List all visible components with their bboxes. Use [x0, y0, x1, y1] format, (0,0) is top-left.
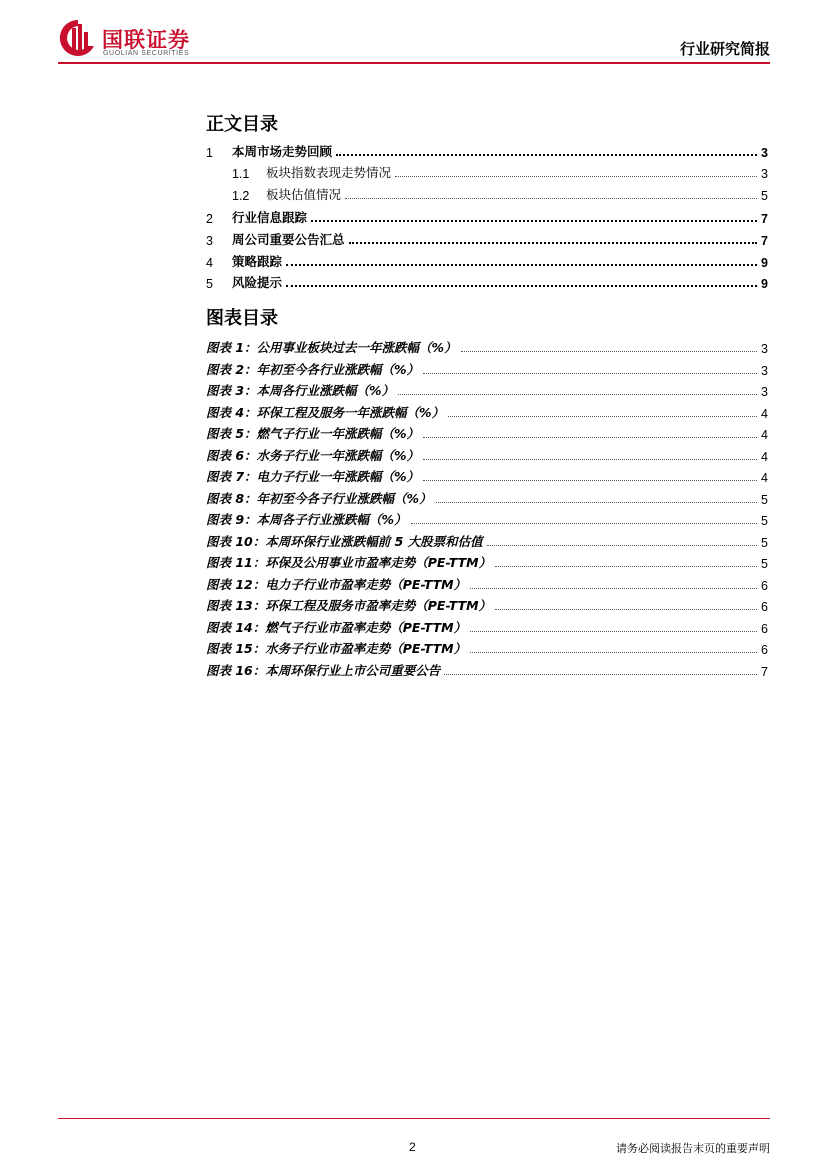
- toc-number: 1: [206, 146, 213, 160]
- report-type: 行业研究简报: [679, 40, 770, 58]
- header-divider: [58, 62, 770, 64]
- figure-page: 7: [761, 664, 768, 679]
- toc-label: 策略跟踪: [232, 254, 283, 269]
- figure-leader: [448, 416, 757, 417]
- figure-entry[interactable]: [206, 446, 768, 464]
- figure-entry[interactable]: [206, 532, 768, 550]
- toc-leader: [349, 242, 758, 244]
- toc-title: 正文目录: [206, 114, 278, 135]
- figure-page: 5: [761, 514, 768, 528]
- figure-page: 5: [761, 557, 768, 571]
- toc-label: 本周市场走势回顾: [232, 144, 333, 159]
- figure-label: 图表 1：公用事业板块过去一年涨跌幅（%）: [206, 340, 457, 355]
- figure-label: 图表 7：电力子行业一年涨跌幅（%）: [206, 469, 420, 484]
- figure-label: 图表 10：本周环保行业涨跌幅前 5 大股票和估值: [206, 533, 483, 549]
- toc-label: 板块估值情况: [266, 187, 342, 202]
- figure-entry[interactable]: [206, 381, 768, 399]
- page-number: 2: [409, 1140, 416, 1154]
- footer-disclaimer: 请务必阅读报告末页的重要声明: [616, 1142, 770, 1155]
- figure-entry[interactable]: [206, 639, 768, 657]
- logo-mark-icon: [58, 18, 98, 58]
- toc-entry[interactable]: [206, 185, 768, 203]
- toc-label: 行业信息跟踪: [232, 210, 308, 225]
- figure-entry[interactable]: [206, 489, 768, 507]
- toc-page: 9: [761, 277, 768, 291]
- figure-leader: [436, 502, 757, 503]
- toc-page: 7: [761, 234, 768, 248]
- figure-leader: [423, 480, 757, 481]
- page-header: [58, 14, 770, 62]
- toc-page: 9: [761, 256, 768, 270]
- toc-label: 周公司重要公告汇总: [232, 232, 345, 247]
- figure-label: 图表 12：电力子行业市盈率走势（PE-TTM）: [206, 576, 467, 592]
- figure-page: 3: [761, 385, 768, 399]
- figure-page: 3: [761, 342, 768, 356]
- figure-label: 图表 2：年初至今各行业涨跌幅（%）: [206, 361, 420, 377]
- figure-page: 6: [761, 600, 768, 614]
- toc-leader: [286, 285, 757, 287]
- logo-english-text: GUOLIAN SECURITIES: [103, 50, 190, 57]
- figure-entry[interactable]: [206, 467, 768, 485]
- figure-entry[interactable]: [206, 360, 768, 378]
- toc-leader: [336, 154, 757, 156]
- figure-label: 图表 5：燃气子行业一年涨跌幅（%）: [206, 426, 420, 441]
- figure-entry[interactable]: [206, 403, 768, 421]
- figure-leader: [444, 674, 757, 675]
- figure-label: 图表 14：燃气子行业市盈率走势（PE-TTM）: [206, 619, 467, 635]
- figure-label: 图表 8：年初至今各子行业涨跌幅（%）: [206, 490, 432, 506]
- figure-leader: [461, 351, 757, 352]
- toc-entry[interactable]: [206, 230, 768, 248]
- figure-label: 图表 3：本周各行业涨跌幅（%）: [206, 383, 395, 398]
- figure-page: 4: [761, 471, 768, 485]
- figure-entry[interactable]: [206, 553, 768, 571]
- figure-leader: [495, 609, 757, 610]
- figure-label: 图表 16：本周环保行业上市公司重要公告: [206, 662, 441, 678]
- figure-page: 6: [761, 578, 768, 593]
- company-logo: [58, 18, 218, 62]
- logo-chinese-text: 国联证券: [102, 28, 190, 52]
- figure-leader: [411, 523, 757, 524]
- figure-page: 5: [761, 535, 768, 550]
- toc-entry[interactable]: [206, 252, 768, 270]
- toc-label: 风险提示: [232, 275, 283, 290]
- figure-page: 4: [761, 449, 768, 464]
- toc-leader: [286, 264, 757, 266]
- figure-entry[interactable]: [206, 424, 768, 442]
- toc-leader: [311, 220, 757, 222]
- toc-number: 5: [206, 277, 213, 291]
- figures-title: 图表目录: [206, 308, 278, 329]
- toc-leader: [345, 198, 757, 199]
- figure-entry[interactable]: [206, 575, 768, 593]
- toc-page: 3: [761, 146, 768, 160]
- figure-entry[interactable]: [206, 510, 768, 528]
- toc-entry[interactable]: [206, 208, 768, 226]
- toc-number: 4: [206, 256, 213, 270]
- toc-page: 3: [761, 167, 768, 181]
- figure-label: 图表 6：水务子行业一年涨跌幅（%）: [206, 447, 420, 463]
- figure-leader: [470, 652, 757, 653]
- toc-entry[interactable]: [206, 163, 768, 181]
- figure-leader: [487, 545, 757, 546]
- figure-page: 6: [761, 643, 768, 657]
- figure-page: 4: [761, 428, 768, 442]
- figure-leader: [470, 631, 757, 632]
- figure-label: 图表 9：本周各子行业涨跌幅（%）: [206, 512, 407, 527]
- toc-number: 3: [206, 234, 213, 248]
- figure-leader: [470, 588, 757, 589]
- figure-page: 3: [761, 363, 768, 378]
- figure-label: 图表 4：环保工程及服务一年涨跌幅（%）: [206, 404, 445, 420]
- figure-entry[interactable]: [206, 618, 768, 636]
- toc-page: 5: [761, 189, 768, 203]
- figure-leader: [423, 459, 757, 460]
- figure-label: 图表 13：环保工程及服务市盈率走势（PE-TTM）: [206, 598, 492, 613]
- toc-entry[interactable]: [206, 142, 768, 160]
- toc-page: 7: [761, 212, 768, 226]
- toc-number: 1.2: [232, 189, 250, 203]
- toc-number: 2: [206, 212, 213, 226]
- figure-label: 图表 11：环保及公用事业市盈率走势（PE-TTM）: [206, 555, 492, 570]
- figure-entry[interactable]: [206, 661, 768, 679]
- toc-number: 1.1: [232, 167, 250, 181]
- figure-page: 6: [761, 621, 768, 636]
- figure-leader: [423, 437, 757, 438]
- figure-entry[interactable]: [206, 338, 768, 356]
- figure-leader: [398, 394, 757, 395]
- figure-leader: [423, 373, 757, 374]
- toc-leader: [395, 176, 757, 177]
- figure-entry[interactable]: [206, 596, 768, 614]
- toc-label: 板块指数表现走势情况: [266, 165, 392, 180]
- figure-page: 4: [761, 406, 768, 421]
- toc-entry[interactable]: [206, 273, 768, 291]
- figure-label: 图表 15：水务子行业市盈率走势（PE-TTM）: [206, 641, 467, 656]
- figure-page: 5: [761, 492, 768, 507]
- footer-divider: [58, 1118, 770, 1119]
- figure-leader: [495, 566, 757, 567]
